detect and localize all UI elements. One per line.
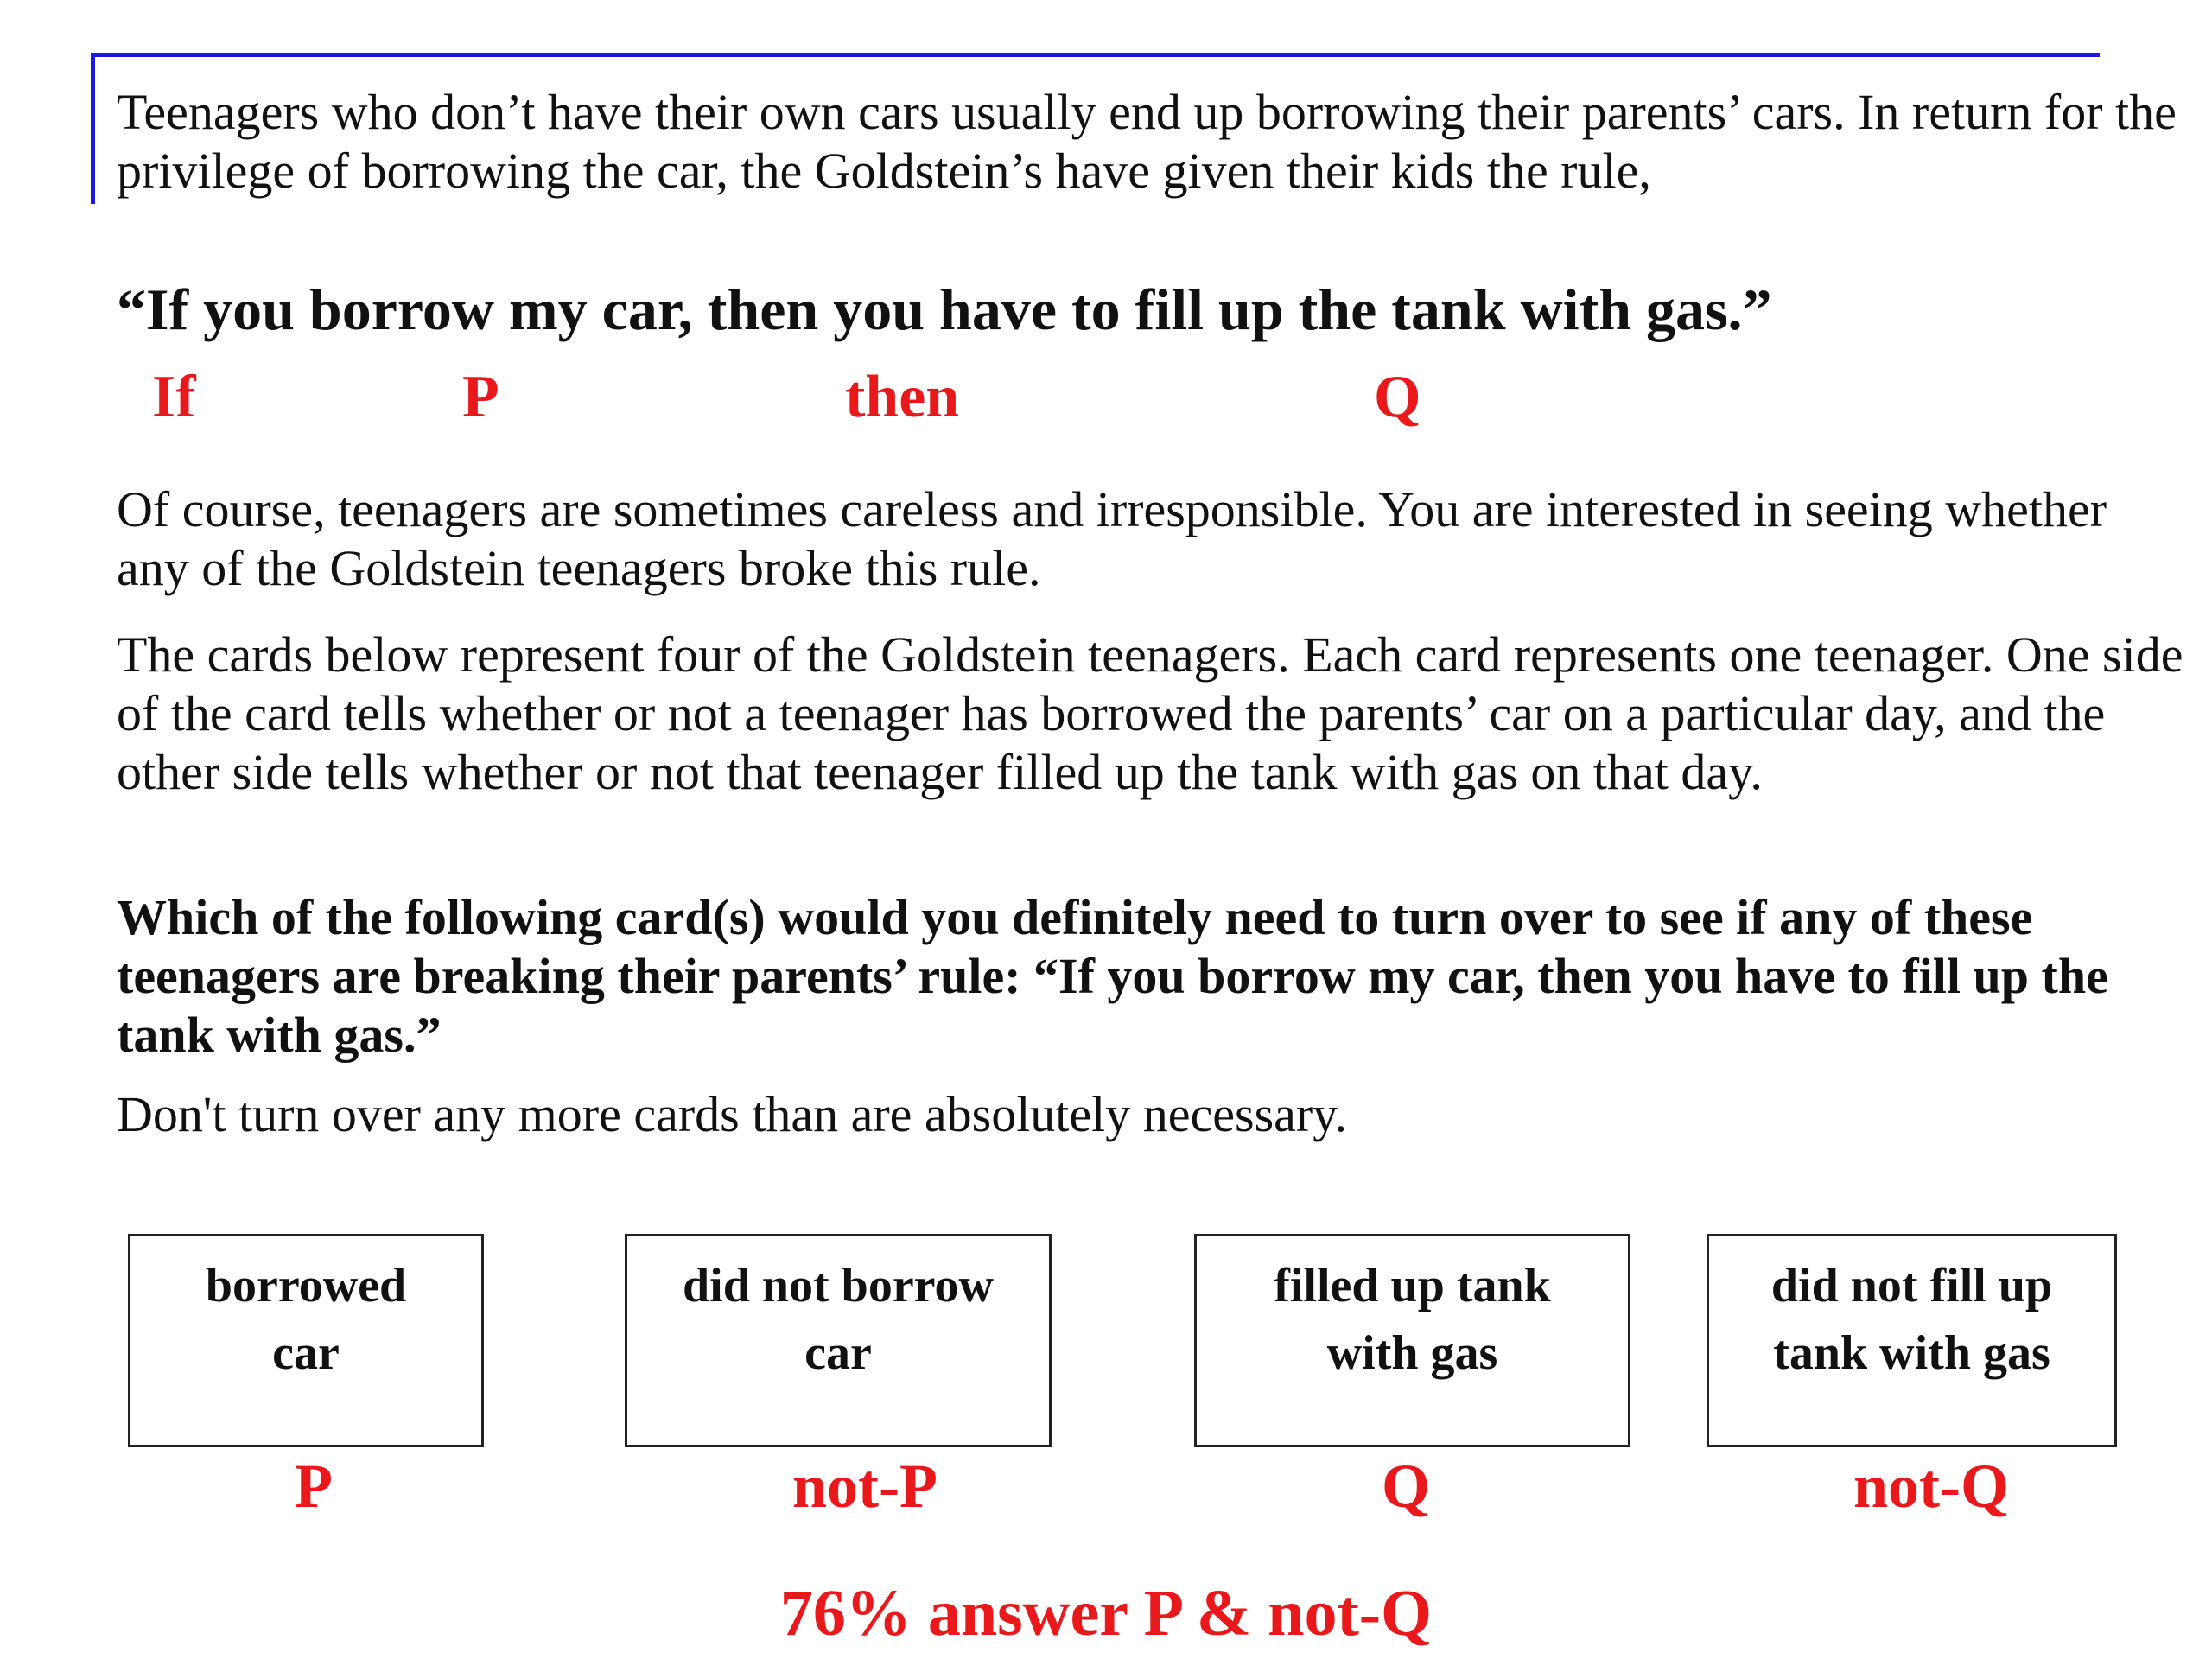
- question-text: Which of the following card(s) would you definitely need to turn over to see if any of these teenagers are breaking their parents’ rule: “If you borrow my car, then you have to fill up the tank with gas.”: [117, 889, 2108, 1063]
- card-borrowed-car[interactable]: [128, 1234, 484, 1447]
- card-text-line1: borrowed: [205, 1259, 407, 1313]
- frame-top-border: [91, 53, 2100, 57]
- result-statistic: 76% answer P & not-Q: [779, 1577, 1433, 1649]
- card-filled-tank[interactable]: [1194, 1234, 1630, 1447]
- card-label-not-p: not-P: [792, 1452, 938, 1521]
- rule-label-if: If: [152, 364, 196, 430]
- frame-left-border: [91, 53, 95, 204]
- paragraph-careless: Of course, teenagers are sometimes careless and irresponsible. You are interested in seeing whether any of the Goldstein teenagers broke this rule.: [117, 481, 2107, 596]
- rule-statement: “If you borrow my car, then you have to fill up the tank with gas.”: [117, 276, 1772, 342]
- card-text-line1: filled up tank: [1274, 1259, 1551, 1313]
- paragraph-cards-description: The cards below represent four of the Goldstein teenagers. Each card represents one teenager. One side of the card tells whether or not a teenager has borrowed the parents’ car on a particular day, and the other side tells whether or not that teenager filled up the tank with gas on that day.: [117, 626, 2183, 800]
- card-text-line1: did not fill up: [1770, 1259, 2053, 1313]
- card-did-not-fill[interactable]: [1707, 1234, 2117, 1447]
- card-label-not-q: not-Q: [1853, 1452, 2009, 1521]
- rule-label-p: P: [462, 364, 499, 430]
- card-text-line2: tank with gas: [1773, 1326, 2050, 1380]
- card-text-line2: car: [272, 1326, 340, 1380]
- card-text-line2: car: [804, 1326, 872, 1380]
- card-label-q: Q: [1381, 1452, 1430, 1521]
- rule-label-then: then: [845, 364, 960, 430]
- card-label-p: P: [295, 1452, 333, 1521]
- intro-paragraph: Teenagers who don’t have their own cars usually end up borrowing their parents’ cars. In return for the privilege of borrowing the car, the Goldstein’s have given their kids the rule,: [117, 84, 2177, 199]
- card-text-line2: with gas: [1326, 1326, 1498, 1380]
- card-did-not-borrow[interactable]: [625, 1234, 1052, 1447]
- card-text-line1: did not borrow: [683, 1259, 994, 1313]
- rule-label-q: Q: [1374, 364, 1421, 430]
- instruction-note: Don't turn over any more cards than are absolutely necessary.: [117, 1086, 1347, 1142]
